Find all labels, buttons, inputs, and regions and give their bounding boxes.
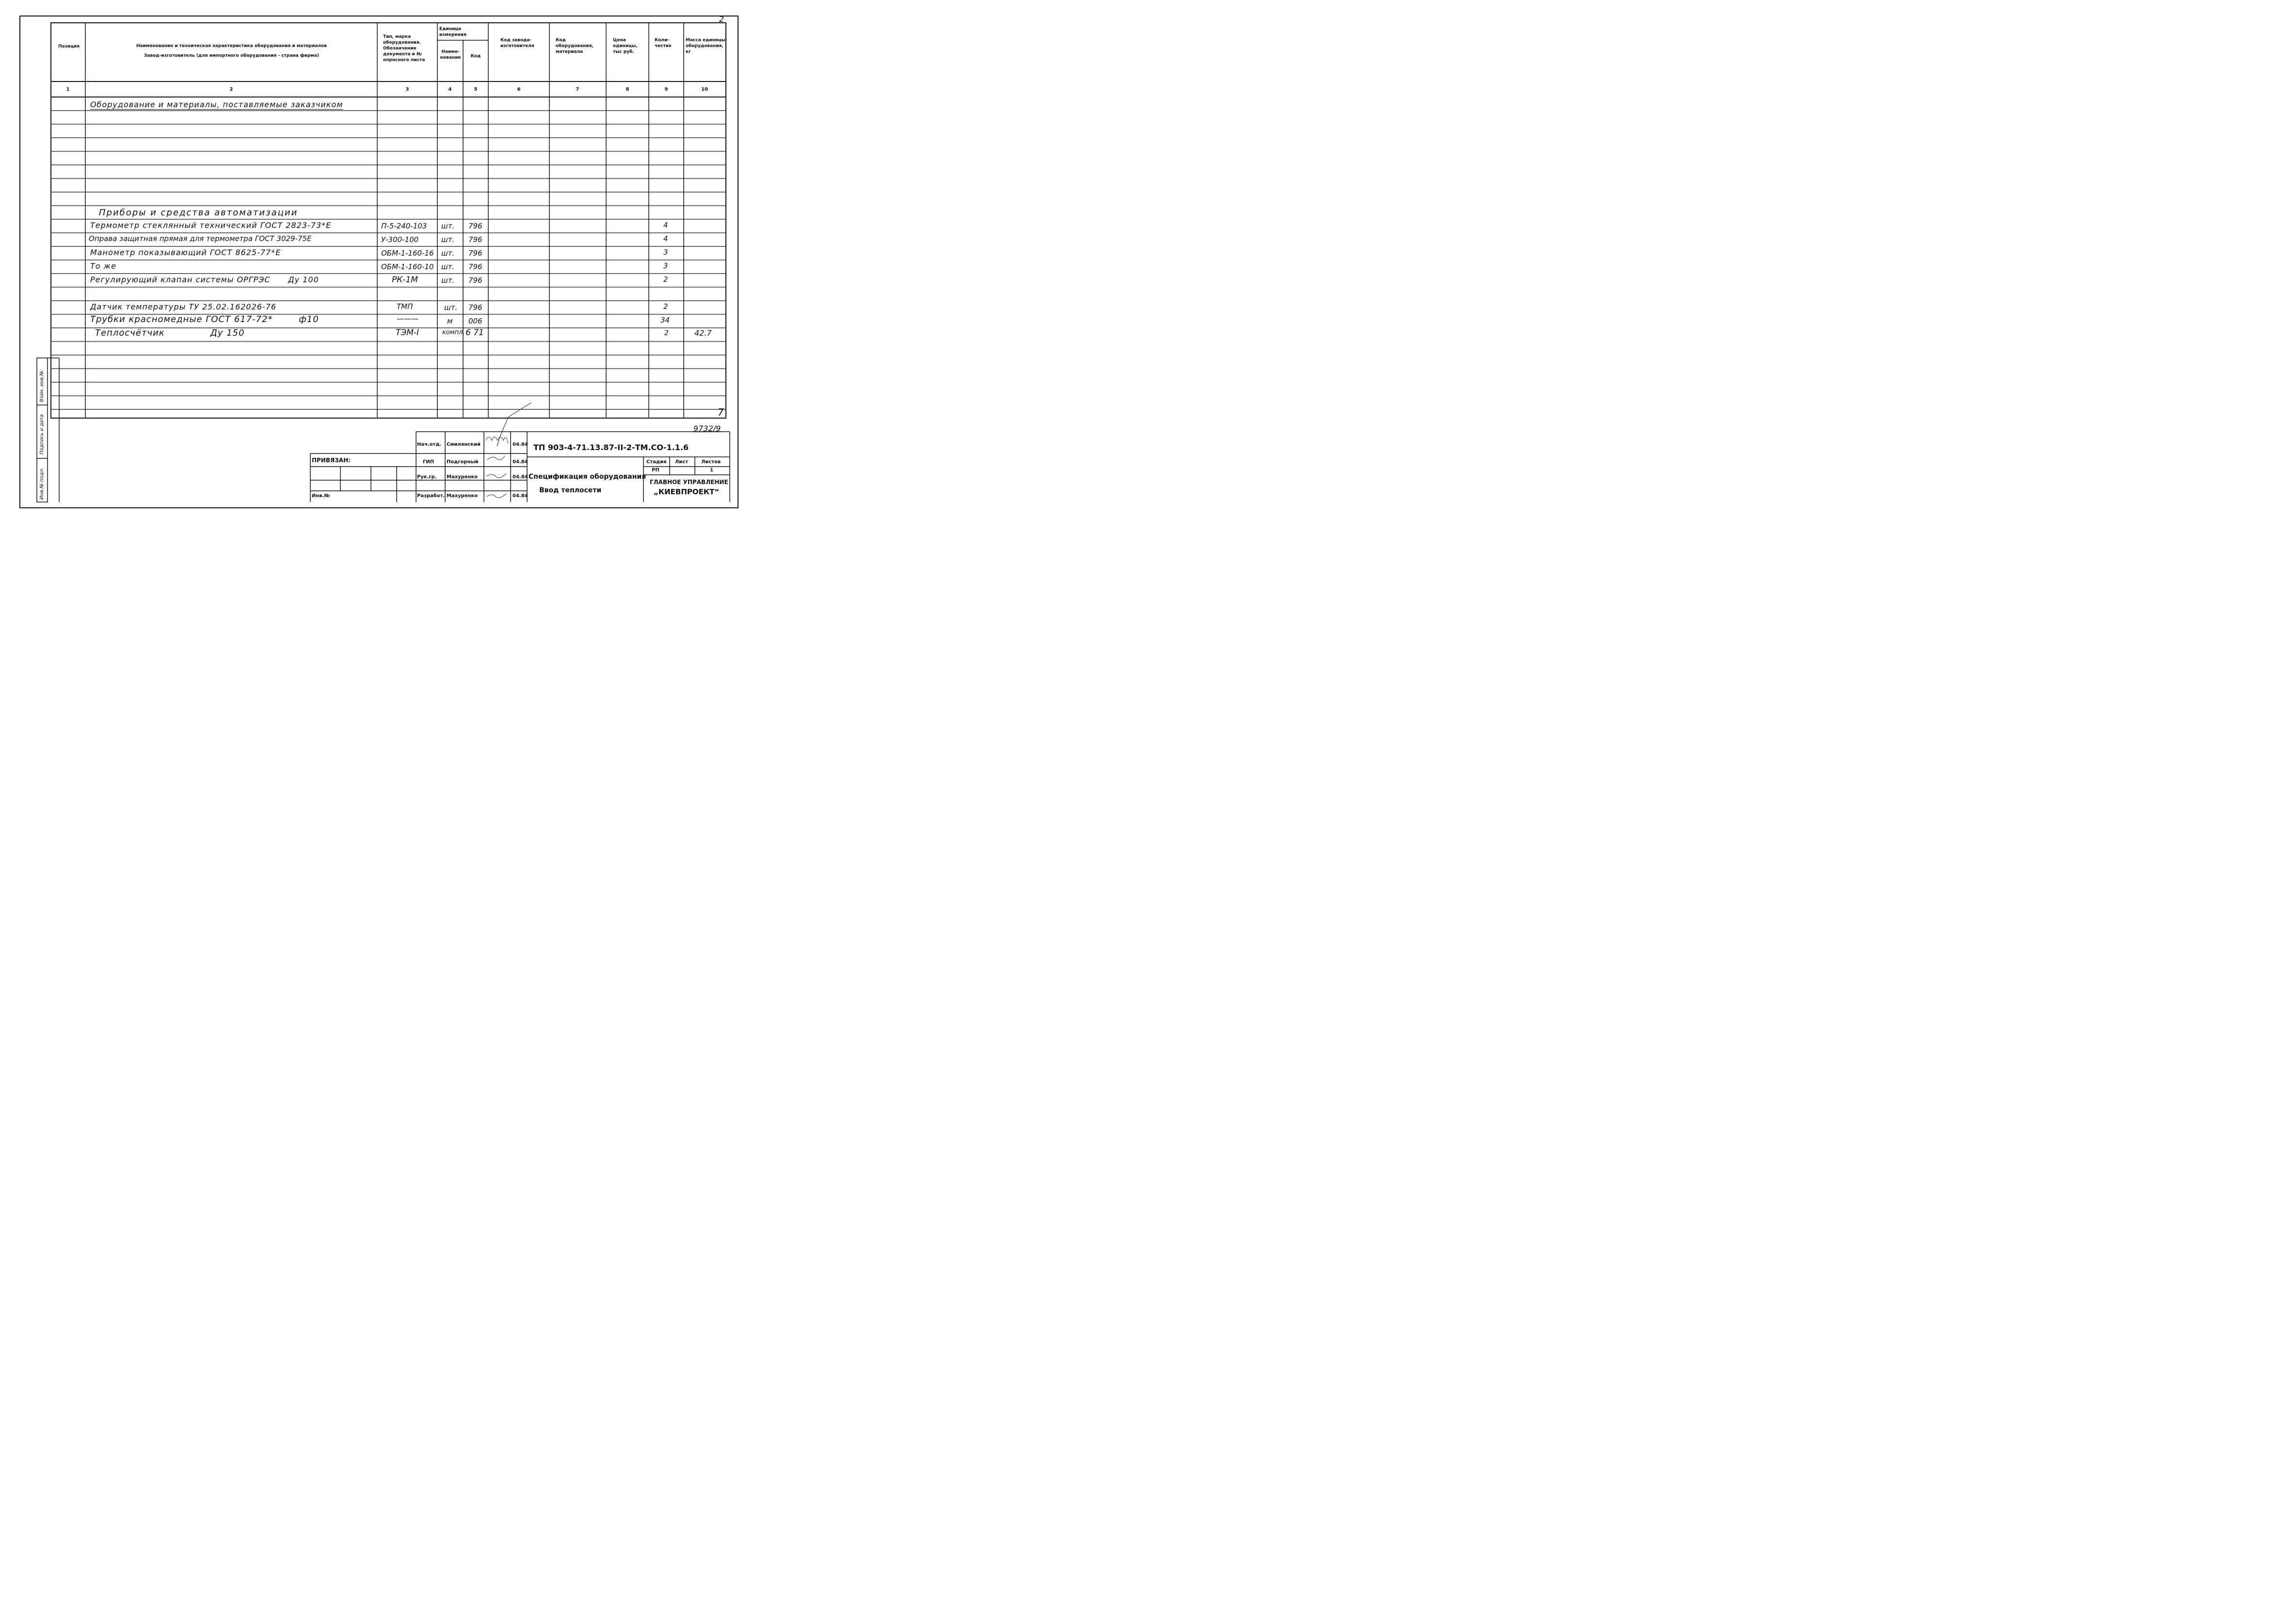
name-head-dept: Смилянский [447,442,481,447]
page-mark: 7 [718,406,724,418]
row-name: Термометр стеклянный технический ГОСТ 2823-73*Е [90,221,332,230]
row-qty: 3 [663,248,668,257]
name-group-lead: Махуренко [447,474,478,480]
row-name: Датчик температуры ТУ 25.02.162026-76 [90,302,277,311]
col-number-2: 2 [229,87,233,92]
header-quantity: Коли-чество [655,38,672,49]
row-mass: 42.7 [694,328,712,338]
row-type: ТЭМ-I [396,328,419,338]
archive-number: 9732/9 [693,424,721,433]
row-name: Манометр показывающий ГОСТ 8625-77*Е [90,248,281,257]
sheets-value: 1 [710,468,713,473]
col-number-7: 7 [576,87,579,92]
col-number-10: 10 [701,87,708,92]
date-chief-engineer: 04.84 [513,459,528,465]
title-line-2: Ввод теплосети [539,486,602,494]
header-name-line1: Наименование и техническая характеристика оборудования и материалов [136,44,327,49]
role-group-lead: Рук.гр. [417,474,437,480]
row-type: У-300-100 [381,235,419,244]
row-name: Трубки красномедные ГОСТ 617-72* ф10 [90,314,319,324]
row-qty: 3 [663,261,668,270]
col-number-5: 5 [474,87,478,92]
role-head-dept: Нач.отд. [417,442,442,447]
row-qty: 2 [663,302,668,311]
bound-label: ПРИВЯЗАН: [312,457,351,464]
row-name: Оправа защитная прямая для термометра ГОСТ 3029-75Е [89,234,312,243]
row-code: 796 [468,235,482,244]
row-unit: компл. [442,329,465,336]
sheets-label: Листов [701,459,721,465]
header-name-line2: Завод-изготовитель (для импортного оборудования - страна фирма) [144,53,320,58]
row-unit: шт. [441,235,455,244]
stage-value: РП [652,468,659,473]
row-code: 796 [468,276,482,285]
row-unit: шт. [444,303,458,312]
col-number-9: 9 [664,87,668,92]
inv-label: Инв.№ [312,493,330,499]
header-mass: Масса единицы оборудования, кг [686,38,725,54]
col-number-3: 3 [405,87,409,92]
header-price: Цена единицы, тыс руб. [613,38,638,54]
row-unit: м [447,317,453,325]
row-type: РК-1М [392,275,418,285]
row-code: 796 [468,249,482,258]
header-position: Позиция [58,44,80,49]
row-qty: 2 [664,329,669,337]
org-line-2: „КИЕВПРОЕКТ“ [654,487,720,496]
row-unit: шт. [441,222,455,230]
header-type: Тип, марка оборудования. Обозначение документа и № опросного листа [383,34,425,63]
row-type: П-5-240-103 [381,222,427,230]
row-unit: шт. [441,249,455,258]
header-unit-group: Единица измерения [439,27,466,37]
row-type: ОБМ-1-160-16 [381,249,434,258]
row-qty: 4 [663,234,668,243]
col-number-8: 8 [626,87,629,92]
side-label-replace-inv: Взам. инв.№ [39,371,45,402]
section-heading-instruments: Приборы и средства автоматизации [99,208,298,218]
row-type: ТМП [397,302,413,311]
header-unit-code: Код [470,54,481,59]
row-qty: 2 [663,275,668,284]
col-number-1: 1 [66,87,70,92]
org-line-1: ГЛАВНОЕ УПРАВЛЕНИЕ [650,479,728,486]
date-head-dept: 04.84 [513,442,528,447]
title-line-1: Спецификация оборудования [529,473,646,481]
header-factory-code: Код завода-изготовителя [500,38,534,49]
date-developer: 04.84 [513,493,528,499]
row-code: 796 [468,222,482,230]
row-name: Регулирующий клапан системы ОРГРЭС Ду 100 [90,275,319,284]
name-chief-engineer: Подгорный [447,459,479,465]
document-code: ТП 903-4-71.13.87-II-2-ТМ.СО-1.1.6 [533,443,689,452]
header-unit-name: Наиме-нование [440,49,461,60]
sheet-corner-number: 2 [719,15,724,24]
row-name: То же [90,261,116,271]
date-group-lead: 04.84 [513,474,528,480]
sheet-label: Лист [675,459,689,465]
row-qty: 4 [663,221,668,229]
row-code: 796 [468,262,482,271]
row-code: 796 [468,303,482,312]
row-type: ——— [397,314,418,323]
stage-label: Стадия [646,459,667,465]
row-code: 6 71 [466,328,484,338]
side-label-inv-original: Инв.№ подл. [39,468,45,500]
role-chief-engineer: ГИП [423,459,434,465]
row-unit: шт. [441,262,455,271]
role-developer: Разработ. [417,493,445,499]
row-code: 006 [468,317,482,325]
section-heading-customer-supplied: Оборудование и материалы, поставляемые заказчиком [90,100,343,109]
row-qty: 34 [660,316,670,324]
col-number-6: 6 [517,87,521,92]
side-label-signature-date: Подпись и дата [39,414,45,454]
header-equipment-code: Код оборудования, материала [556,38,594,54]
row-unit: шт. [441,276,455,285]
col-number-4: 4 [448,87,452,92]
row-type: ОБМ-1-160-10 [381,262,434,271]
name-developer: Махуренко [447,493,478,499]
row-name: Теплосчётчик Ду 150 [95,328,245,338]
